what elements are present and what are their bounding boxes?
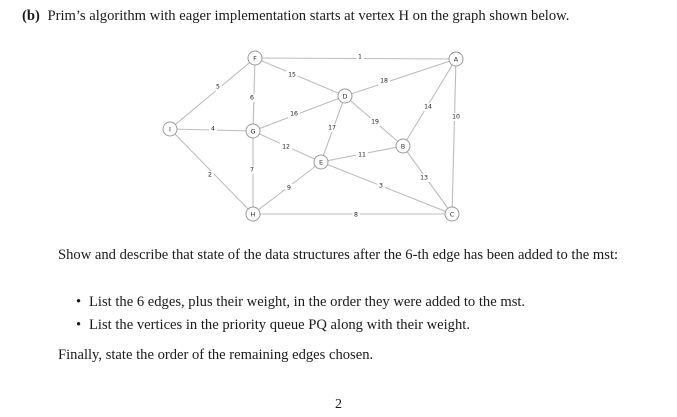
node-c <box>445 207 459 221</box>
edge-weight-label: 6 <box>250 94 254 102</box>
node-h <box>246 207 260 221</box>
node-label: C <box>449 210 455 219</box>
edge-weight-label: 12 <box>282 143 290 151</box>
page-number: 2 <box>335 397 342 412</box>
node-a <box>449 52 463 66</box>
task-list <box>58 293 525 339</box>
edge-weight-label: 16 <box>290 110 298 118</box>
node-label: A <box>453 55 459 64</box>
node-f <box>248 51 262 65</box>
edge-e-c <box>321 162 452 214</box>
edge-weights <box>206 53 462 219</box>
task-list-item <box>58 293 525 312</box>
task-list-item <box>58 316 525 335</box>
edge-weight-label: 10 <box>452 113 460 121</box>
edge-a-b <box>403 59 456 146</box>
edge-f-a <box>255 58 456 59</box>
edge-d-a <box>345 59 456 96</box>
edge-f-d <box>255 58 345 96</box>
edge-weight-label: 19 <box>371 118 379 126</box>
node-label: G <box>250 127 256 136</box>
node-label: I <box>169 125 171 134</box>
node-b <box>396 139 410 153</box>
edge-weight-label: 14 <box>424 103 432 111</box>
graph-nodes <box>163 51 463 221</box>
edge-weight-label: 7 <box>250 166 254 174</box>
task-text: List the vertices in the priority queue PQ along with their weight. <box>89 317 470 333</box>
node-label: F <box>253 54 257 63</box>
edge-weight-label: 4 <box>211 125 215 133</box>
edge-a-c <box>452 59 456 214</box>
question-label: (b) <box>22 8 40 24</box>
edge-weight-label: 1 <box>358 53 362 61</box>
instruction-paragraph: Show and describe that state of the data structures after the 6-th edge has been added to the mst: <box>58 247 619 263</box>
edge-weight-label: 17 <box>328 124 336 132</box>
edge-weight-label: 8 <box>354 211 358 219</box>
bullet-icon: • <box>76 294 82 310</box>
bullet-icon: • <box>76 317 82 333</box>
question-text: Prim’s algorithm with eager implementation starts at vertex H on the graph shown below. <box>47 8 570 24</box>
edge-weight-label: 18 <box>380 77 388 85</box>
node-d <box>338 89 352 103</box>
edge-weight-label: 13 <box>420 174 428 182</box>
node-e <box>314 155 328 169</box>
node-label: E <box>318 158 324 167</box>
node-label: H <box>250 210 256 219</box>
edge-weight-label: 5 <box>216 83 220 91</box>
node-label: D <box>342 92 348 101</box>
edge-weight-label: 11 <box>358 151 366 159</box>
edge-f-i <box>170 58 255 129</box>
edge-weight-label: 15 <box>288 71 296 79</box>
graph-edges <box>170 58 456 214</box>
edge-weight-label: 2 <box>208 171 212 179</box>
edge-weight-label: 9 <box>287 184 291 192</box>
edge-weight-label: 3 <box>379 182 383 190</box>
node-g <box>246 124 260 138</box>
node-i <box>163 122 177 136</box>
final-instruction: Finally, state the order of the remaining edges chosen. <box>58 347 374 363</box>
task-text: List the 6 edges, plus their weight, in the order they were added to the mst. <box>89 294 526 310</box>
node-label: B <box>400 142 406 151</box>
